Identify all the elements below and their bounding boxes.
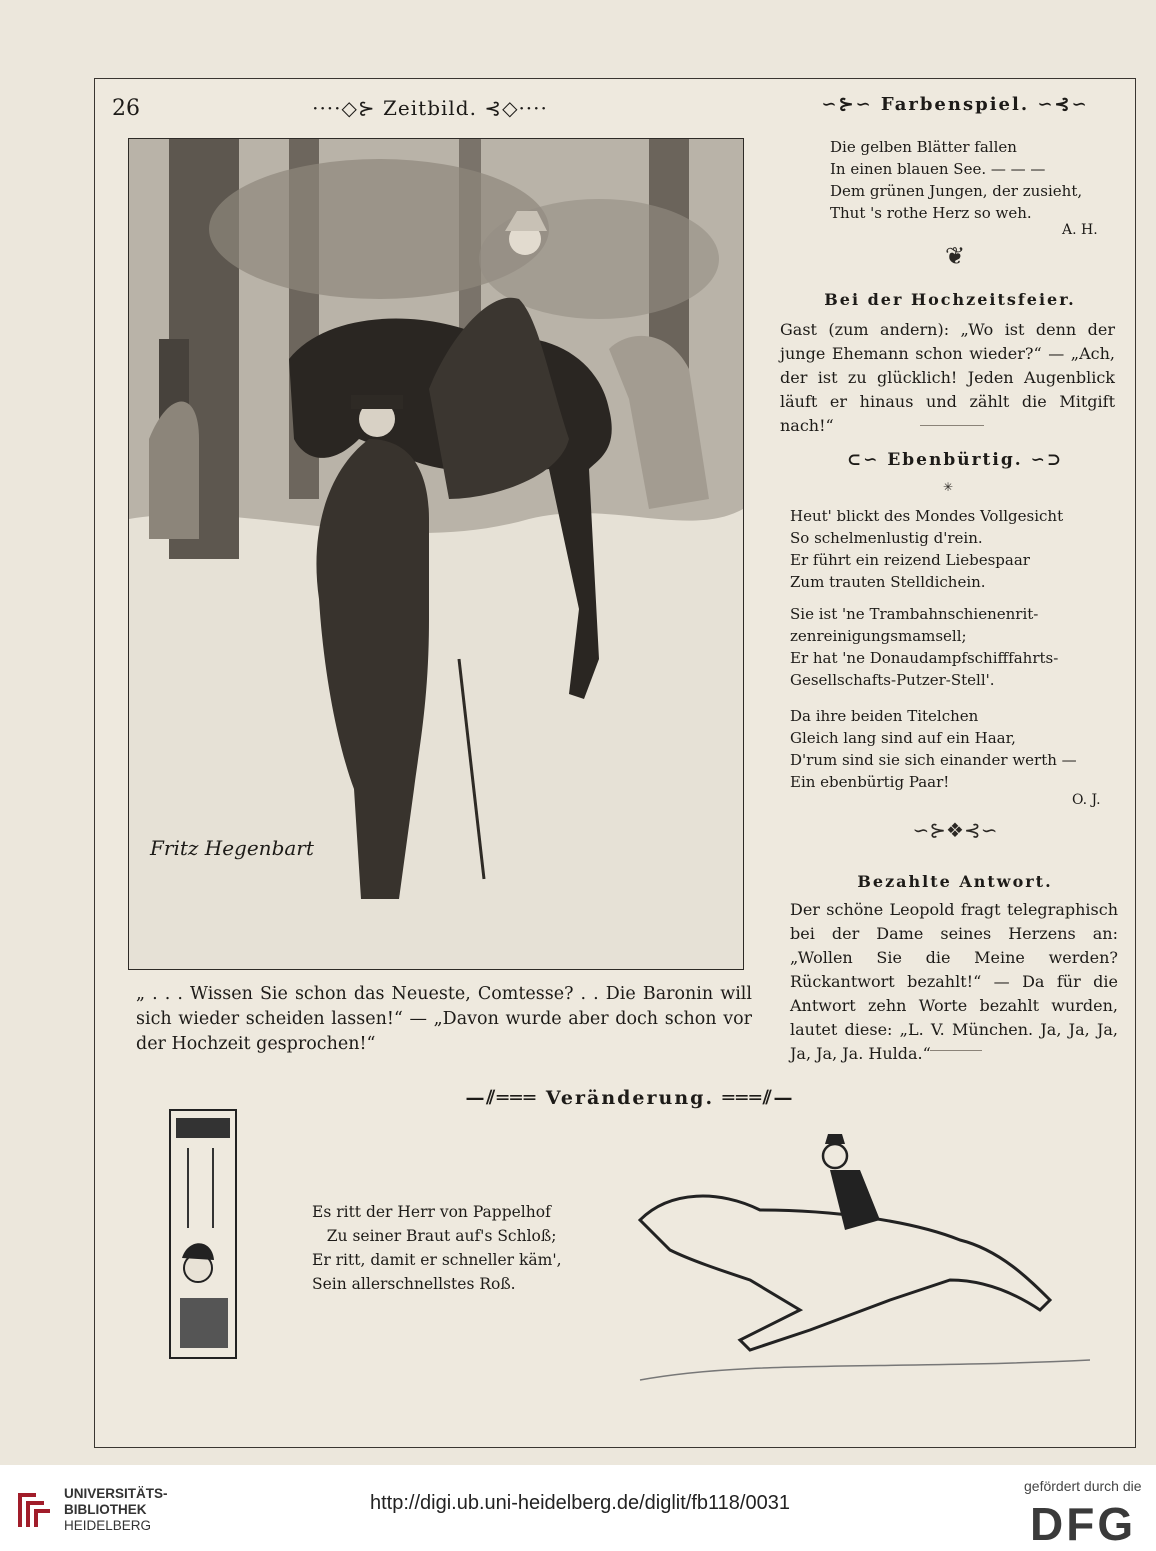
cartoon-galloping-rider [630,1130,1100,1390]
ebenbuertig-heading [800,450,1110,470]
veraenderung-title: Veränderung. [545,1087,715,1109]
antwort-text: Der schöne Leopold fragt telegraphisch bei der Dame seines Herzens an: „Wollen Sie die Meine werden? Rückantwort bezahlt!“ — Da für die Antwort zehn Worte bezahlt wurden, lautet diese: „L. V. München. Ja, Ja, Ja, Ja, Ja, Ja. Hulda.“ [790,900,1118,1063]
asterism-ornament: ✳ [942,480,954,494]
page-number: 26 [112,96,140,121]
running-head [310,96,550,120]
divider-rule [920,425,984,426]
eben-ornament-right: ∽⊃ [1030,450,1064,470]
farbenspiel-heading [800,94,1110,115]
artist-signature: Fritz Hegenbart [150,836,314,860]
farbenspiel-signature: A. H. [1062,222,1098,238]
running-head-title: Zeitbild. [383,96,477,120]
illustration-caption: „ . . . Wissen Sie schon das Neueste, Comtesse? . . Die Baronin will sich wieder scheiden lassen!“ — „Davon wurde aber doch schon vor der Hochzeit gesprochen!“ [136,984,752,1054]
ebenbuertig-signature: O. J. [1072,792,1101,808]
divider-rule [930,1050,982,1051]
farbenspiel-title: Farbenspiel. [880,94,1030,115]
library-name [64,1486,168,1534]
ebenbuertig-stanza-3: Da ihre beiden Titelchen Gleich lang sind auf ein Haar, D'rum sind sie sich einander werth — Ein ebenbürtig Paar! [790,707,1077,791]
hochzeitsfeier-title: Bei der Hochzeitsfeier. [824,290,1076,309]
library-name-line-3: HEIDELBERG [64,1518,152,1533]
head-ornament-left: ····◇⊱ [312,96,376,120]
library-name-line-1: UNIVERSITÄTS- [64,1486,168,1501]
ver-ornament-left: —⫽═══ [465,1087,538,1109]
ebenbuertig-title: Ebenbürtig. [887,450,1023,470]
university-library-logo-icon [14,1487,54,1533]
cartoon-woman-at-window [168,1108,238,1360]
veraenderung-heading [430,1087,830,1109]
antwort-title: Bezahlte Antwort. [857,872,1053,891]
ver-ornament-right: ═══⫽— [722,1087,795,1109]
scroll-divider-ornament: ∽⊱❖⊰∽ [912,818,998,842]
leaf-divider-ornament: ❦ [944,242,966,270]
farben-ornament-right: ∽⊰∽ [1037,94,1089,115]
ebenbuertig-stanza-2: Sie ist 'ne Trambahnschienenrit- zenreinigungsmamsell; Er hat 'ne Donaudampfschifffahrts- Gesellschafts-Putzer-Stell'. [790,605,1059,689]
eben-ornament-left: ⊂∽ [846,450,880,470]
dfg-logo: DFG [1030,1498,1137,1550]
hochzeitsfeier-text: Gast (zum andern): „Wo ist denn der junge Ehemann schon wieder?“ — „Ach, der ist zu glücklich! Jeden Augenblick läuft er hinaus und zählt die Mitgift nach!“ [780,320,1115,435]
library-name-line-2: BIBLIOTHEK [64,1502,147,1517]
funded-by-text: gefördert durch die [1024,1478,1142,1494]
digital-copy-url[interactable]: http://digi.ub.uni-heidelberg.de/diglit/fb118/0031 [370,1492,790,1514]
head-ornament-right: ⊰◇···· [484,96,548,120]
farben-ornament-left: ∽⊱∽ [821,94,873,115]
farbenspiel-poem: Die gelben Blätter fallen In einen blauen See. — — — Dem grünen Jungen, der zusieht, Thut 's rothe Herz so weh. [830,138,1083,222]
ebenbuertig-stanza-1: Heut' blickt des Mondes Vollgesicht So schelmenlustig d'rein. Er führt ein reizend Liebespaar Zum trauten Stelldichein. [790,507,1064,591]
veraenderung-poem: Es ritt der Herr von Pappelhof Zu seiner Braut auf's Schloß; Er ritt, damit er schneller käm', Sein allerschnellstes Roß. [312,1203,562,1293]
